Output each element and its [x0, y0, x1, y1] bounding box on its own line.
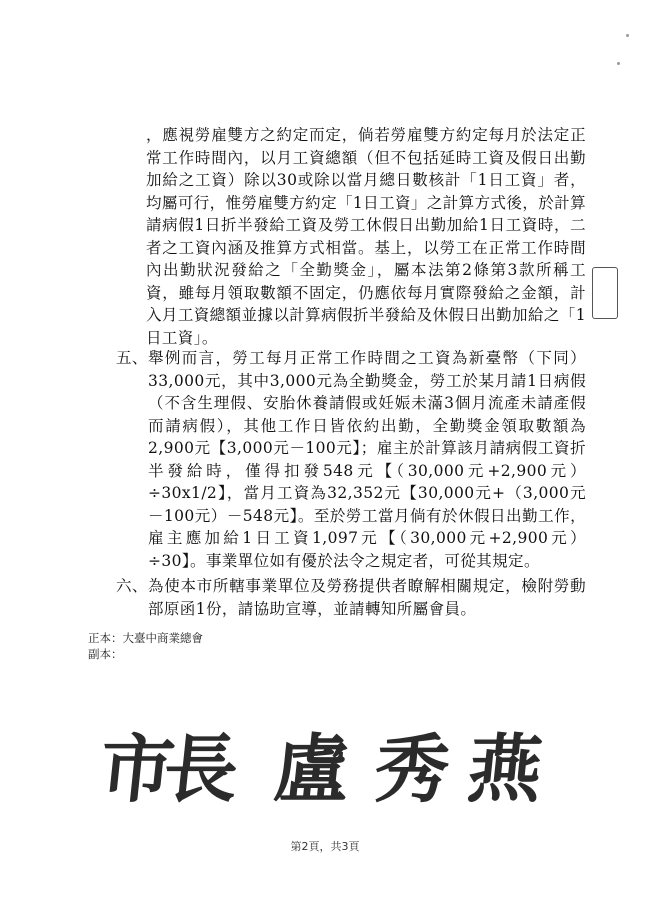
- item-number: 五、: [116, 349, 148, 367]
- item-text: 為使本市所轄事業單位及勞務提供者瞭解相關規定，檢附勞動部原函1份，請協助宣導，並請轉知所屬會員。: [148, 577, 586, 618]
- mayor-signature: [95, 720, 547, 830]
- item-text: 舉例而言，勞工每月正常工作時間之工資為新臺幣（下同）33,000元，其中3,000元為全勤獎金，勞工於某月請1日病假（不含生理假、安胎休養請假或妊娠未滿3個月流產未請產假而請病假），其他工作日皆依約出勤，全勤獎金領取數額為2,900元【3,000元－100元】；雇主於計算該月請病假工資折半發給時，僅得扣發548元【（30,000元+2,900元）÷30x1/2】，當月工資為32,352元【30,000元+（3,000元－100元）－548元】。至於勞工當月倘有於休假日出勤工作，雇主應加給1日工資1,097元【（30,000元+2,900元）÷30】。事業單位如有優於法令之規定者，可從其規定。: [148, 349, 586, 570]
- signature-char: 長: [159, 727, 243, 813]
- signature-char: 秀: [370, 727, 454, 813]
- continuation-paragraph: ，應視勞雇雙方之約定而定，倘若勞雇雙方約定每月於法定正常工作時間內，以月工資總額（但不包括延時工資及假日出勤加給之工資）除以30或除以當月總日數核計「1日工資」者，均屬可行，惟勞雇雙方約定「1日工資」之計算方式後，於計算請病假1日折半發給工資及勞工休假日出勤加給1日工資時，二者之工資內涵及推算方式相當。基上，以勞工在正常工作時間內出勤狀況發給之「全勤獎金」，屬本法第2條第3款所稱工資，雖每月領取數額不固定，仍應依每月實際發給之金額，計入月工資總額並據以計算病假折半發給及休假日出勤加給之「1日工資」。: [146, 126, 586, 347]
- list-item: [116, 575, 586, 620]
- signature-char: 市: [95, 727, 179, 813]
- list-item: [116, 347, 586, 572]
- signature-char: 盧: [270, 727, 354, 813]
- item-number: 六、: [116, 577, 148, 595]
- scan-speck: [617, 62, 620, 65]
- seam-seal: [592, 267, 618, 319]
- signature-char: 燕: [463, 727, 547, 813]
- scan-speck: [626, 34, 629, 37]
- page-number: 第2頁，共3頁: [290, 840, 360, 853]
- cc-main-recipient: 正本：大臺中商業總會: [88, 631, 203, 645]
- cc-copy-recipient: 副本：: [88, 647, 123, 661]
